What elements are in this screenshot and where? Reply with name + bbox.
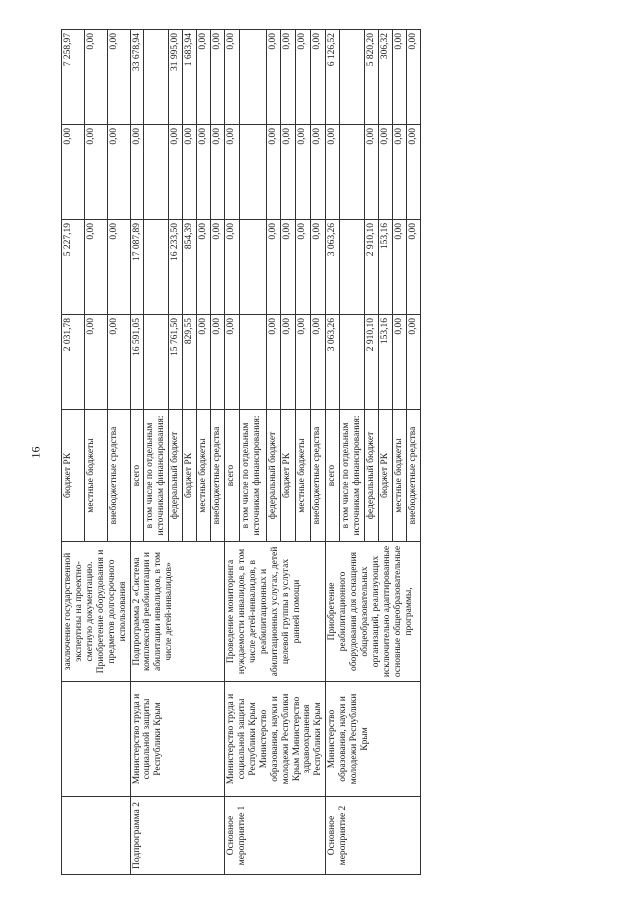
value-cell xyxy=(144,315,169,410)
value-cell xyxy=(340,125,365,220)
executor-cell: Министерство образования, науки и молодежи Республики Крым xyxy=(326,682,420,797)
value-cell xyxy=(239,315,266,410)
source-label-cell: местные бюджеты xyxy=(392,410,406,542)
value-cell: 0,00 xyxy=(266,220,281,315)
value-cell: 0,00 xyxy=(224,30,239,125)
source-label-cell: местные бюджеты xyxy=(296,410,311,542)
executor-cell xyxy=(62,682,131,797)
value-cell: 0,00 xyxy=(130,125,144,220)
value-cell: 0,00 xyxy=(107,125,130,220)
value-cell: 0,00 xyxy=(197,30,211,125)
value-cell: 0,00 xyxy=(266,315,281,410)
value-cell: 0,00 xyxy=(84,30,107,125)
value-cell: 17 087,89 xyxy=(130,220,144,315)
table-row xyxy=(326,30,340,875)
value-cell: 0,00 xyxy=(84,125,107,220)
value-cell: 1 683,94 xyxy=(183,30,197,125)
program-cell: Основное мероприятие 1 xyxy=(224,797,325,875)
value-cell: 0,00 xyxy=(62,125,85,220)
value-cell: 0,00 xyxy=(392,315,406,410)
source-label-cell: внебюджетные средства xyxy=(311,410,326,542)
value-cell: 0,00 xyxy=(224,315,239,410)
value-cell: 0,00 xyxy=(326,125,340,220)
budget-table-rotated xyxy=(61,30,611,875)
value-cell: 0,00 xyxy=(296,315,311,410)
value-cell: 5 820,20 xyxy=(365,30,379,125)
value-cell: 0,00 xyxy=(183,125,197,220)
value-cell: 854,39 xyxy=(183,220,197,315)
value-cell: 0,00 xyxy=(281,220,296,315)
table-row xyxy=(224,30,239,875)
source-label-cell: в том числе по отдельным источникам финансирования: xyxy=(144,410,169,542)
value-cell: 0,00 xyxy=(392,125,406,220)
value-cell: 0,00 xyxy=(406,315,420,410)
source-label-cell: бюджет РК xyxy=(281,410,296,542)
source-label-cell: внебюджетные средства xyxy=(406,410,420,542)
value-cell: 0,00 xyxy=(311,220,326,315)
source-label-cell: местные бюджеты xyxy=(84,410,107,542)
value-cell: 0,00 xyxy=(296,125,311,220)
value-cell: 0,00 xyxy=(211,30,225,125)
value-cell: 0,00 xyxy=(281,315,296,410)
value-cell: 0,00 xyxy=(211,125,225,220)
value-cell: 7 258,97 xyxy=(62,30,85,125)
value-cell xyxy=(239,125,266,220)
value-cell xyxy=(340,315,365,410)
value-cell: 0,00 xyxy=(311,30,326,125)
executor-cell: Министерство труда и социальной защиты Республики Крым xyxy=(130,682,224,797)
value-cell xyxy=(340,220,365,315)
source-label-cell: всего xyxy=(326,410,340,542)
value-cell: 31 995,00 xyxy=(169,30,183,125)
value-cell: 0,00 xyxy=(84,220,107,315)
table-row xyxy=(62,30,85,875)
value-cell: 0,00 xyxy=(296,30,311,125)
source-label-cell: федеральный бюджет xyxy=(169,410,183,542)
value-cell: 153,16 xyxy=(378,220,392,315)
description-cell: Проведение мониторинга нуждаемости инвалидов, в том числе детей-инвалидов, в реабилитационных и абилитационных услугах, детей целевой группы в услугах ранней помощи xyxy=(224,542,325,682)
value-cell xyxy=(239,220,266,315)
value-cell: 0,00 xyxy=(197,315,211,410)
value-cell xyxy=(239,30,266,125)
value-cell: 0,00 xyxy=(266,125,281,220)
source-label-cell: в том числе по отдельным источникам финансирования: xyxy=(239,410,266,542)
value-cell: 0,00 xyxy=(197,125,211,220)
program-cell: Подпрограмма 2 xyxy=(130,797,224,875)
budget-table xyxy=(61,29,421,875)
source-label-cell: федеральный бюджет xyxy=(365,410,379,542)
value-cell: 3 063,26 xyxy=(326,315,340,410)
value-cell: 0,00 xyxy=(224,220,239,315)
value-cell: 0,00 xyxy=(107,315,130,410)
source-label-cell: внебюджетные средства xyxy=(107,410,130,542)
source-label-cell: всего xyxy=(130,410,144,542)
source-label-cell: бюджет РК xyxy=(378,410,392,542)
value-cell: 0,00 xyxy=(311,315,326,410)
value-cell: 0,00 xyxy=(197,220,211,315)
value-cell: 0,00 xyxy=(107,220,130,315)
value-cell: 0,00 xyxy=(296,220,311,315)
value-cell: 0,00 xyxy=(224,125,239,220)
value-cell xyxy=(144,220,169,315)
description-cell: Подпрограмма 2 «Система комплексной реабилитации и абилитации инвалидов, в том числе детей-инвалидов» xyxy=(130,542,224,682)
executor-cell: Министерство труда и социальной защиты Республики Крым Министерство образования, науки и молодежи Республики Крым Министерство здравоохранения Республики Крым xyxy=(224,682,325,797)
value-cell: 0,00 xyxy=(311,125,326,220)
value-cell: 3 063,26 xyxy=(326,220,340,315)
value-cell xyxy=(340,30,365,125)
value-cell: 16 591,05 xyxy=(130,315,144,410)
value-cell: 0,00 xyxy=(169,125,183,220)
value-cell: 0,00 xyxy=(281,125,296,220)
value-cell: 0,00 xyxy=(378,125,392,220)
source-label-cell: внебюджетные средства xyxy=(211,410,225,542)
value-cell: 16 233,50 xyxy=(169,220,183,315)
source-label-cell: бюджет РК xyxy=(183,410,197,542)
source-label-cell: в том числе по отдельным источникам финансирования: xyxy=(340,410,365,542)
value-cell: 0,00 xyxy=(406,125,420,220)
page-number: 16 xyxy=(28,446,43,459)
value-cell: 0,00 xyxy=(392,30,406,125)
value-cell: 0,00 xyxy=(107,30,130,125)
value-cell: 0,00 xyxy=(406,30,420,125)
source-label-cell: всего xyxy=(224,410,239,542)
value-cell: 0,00 xyxy=(211,315,225,410)
value-cell xyxy=(144,125,169,220)
value-cell: 2 031,78 xyxy=(62,315,85,410)
value-cell: 2 910,10 xyxy=(365,220,379,315)
value-cell: 2 910,10 xyxy=(365,315,379,410)
value-cell: 15 761,50 xyxy=(169,315,183,410)
value-cell: 0,00 xyxy=(406,220,420,315)
value-cell: 0,00 xyxy=(365,125,379,220)
table-row xyxy=(130,30,144,875)
value-cell: 153,16 xyxy=(378,315,392,410)
source-label-cell: местные бюджеты xyxy=(197,410,211,542)
value-cell: 829,55 xyxy=(183,315,197,410)
description-cell: Приобретение реабилитационного оборудования для оснащения общеобразовательных организаций, реализующих исключительно адаптированные основные общеобразовательные программы, xyxy=(326,542,420,682)
value-cell: 6 126,52 xyxy=(326,30,340,125)
source-label-cell: федеральный бюджет xyxy=(266,410,281,542)
value-cell: 0,00 xyxy=(281,30,296,125)
value-cell: 0,00 xyxy=(84,315,107,410)
value-cell: 0,00 xyxy=(266,30,281,125)
description-cell: заключение государственной экспертизы на проектно-сметную документацию. Приобретение оборудования и предметов долгосрочного использования xyxy=(62,542,131,682)
program-cell: Основное мероприятие 2 xyxy=(326,797,420,875)
source-label-cell: бюджет РК xyxy=(62,410,85,542)
value-cell: 0,00 xyxy=(211,220,225,315)
value-cell: 0,00 xyxy=(392,220,406,315)
value-cell: 5 227,19 xyxy=(62,220,85,315)
program-cell xyxy=(62,797,131,875)
value-cell xyxy=(144,30,169,125)
value-cell: 306,32 xyxy=(378,30,392,125)
value-cell: 33 678,94 xyxy=(130,30,144,125)
